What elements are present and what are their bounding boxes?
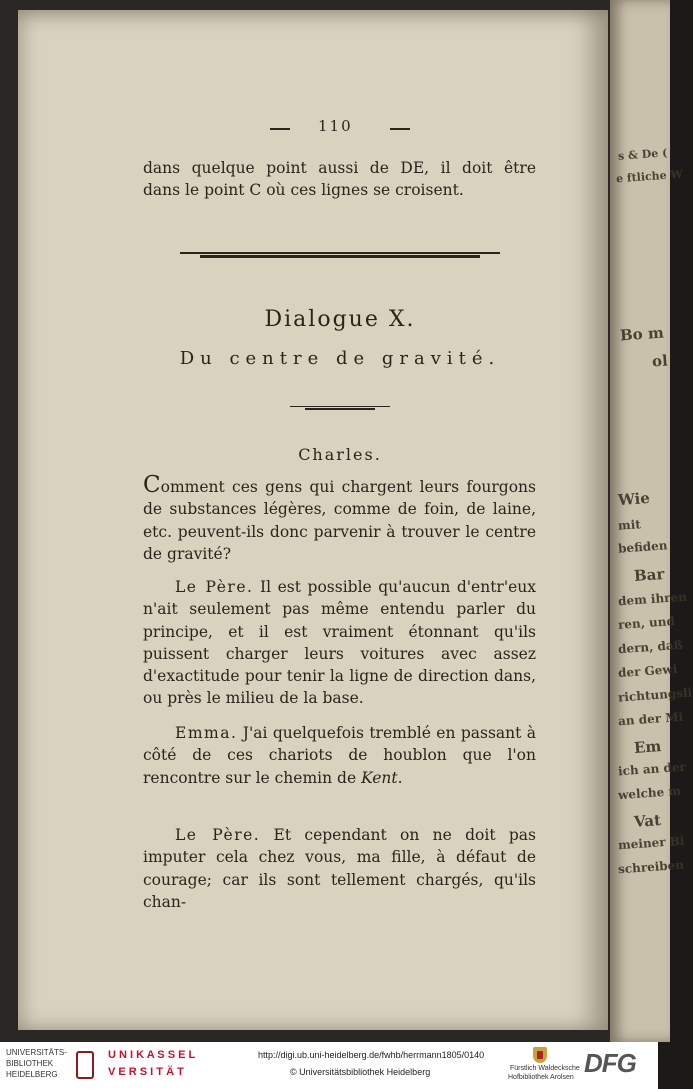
paragraph-text: omment ces gens qui chargent leurs fourgons de substances légères, comme de foin, de laine, etc. peuvent-ils donc parvenir à trouver le centre de gravité?	[143, 478, 536, 563]
kassel-bottom: V E R S I T Ä T	[108, 1066, 184, 1078]
heidelberg-emblem-icon	[76, 1051, 94, 1079]
next-page-edge: s & De ( e ftliche W Bo m ol Wie mit befiden Bar dem ihren ren, und dern, daß der Gewi richtungsli an der Mi Em ich an der welche m Vat meiner Bi schreiben	[610, 0, 670, 1042]
header-dash-right	[390, 128, 410, 130]
heidelberg-line: BIBLIOTHEK	[6, 1059, 54, 1068]
speaker-label: Charles.	[298, 445, 382, 464]
section-divider	[200, 255, 480, 258]
copyright-text: © Universitätsbibliothek Heidelberg	[290, 1067, 431, 1077]
source-url-link[interactable]: http://digi.ub.uni-heidelberg.de/fwhb/herrmann1805/0140	[258, 1050, 485, 1060]
heidelberg-line: HEIDELBERG	[6, 1070, 58, 1079]
footer-bar	[0, 1042, 658, 1089]
paragraph-text: J'ai quelquefois tremblé en passant à côté de ces chariots de houblon que l'on rencontre sur le chemin de	[143, 724, 536, 787]
paragraph-charles	[143, 474, 536, 565]
place-name: Kent	[361, 768, 398, 787]
kassel-logo	[108, 1048, 228, 1084]
punctuation: .	[397, 768, 403, 787]
dialogue-title: Dialogue X.	[264, 307, 416, 332]
ornament-rule	[290, 406, 390, 407]
text-line: dans le point C où ces lignes se croisent.	[143, 181, 464, 199]
header-dash-left	[270, 128, 290, 130]
dfg-logo: DFG	[584, 1048, 636, 1078]
paragraph-text: Et cependant on ne doit pas imputer cela chez vous, ma fille, à défaut de courage; car ils sont tellement chargés, qu'ils chan-	[143, 826, 536, 911]
heidelberg-line: UNIVERSITÄTS-	[6, 1048, 67, 1057]
arolsen-line: Hofbibliothek Arolsen	[508, 1074, 574, 1081]
page-number: 110	[318, 117, 353, 135]
arolsen-line: Fürstlich Waldecksche	[510, 1065, 580, 1072]
kassel-top: U N I K A S S E L	[108, 1049, 196, 1061]
section-divider	[180, 252, 500, 254]
ornament-rule	[305, 408, 375, 410]
paragraph-pere-2	[143, 824, 536, 913]
paragraph-pere-1	[143, 576, 536, 710]
arolsen-crest-icon	[533, 1047, 547, 1063]
drop-cap: C	[143, 472, 161, 498]
paragraph-text: Il est possible qu'aucun d'entr'eux n'ait seulement pas même entendu parler du principe, et il est vraiment étonnant qu'ils puissent charger leurs voitures avec assez d'exactitude pour tenir la ligne de direction dans, ou près le milieu de la base.	[143, 578, 536, 708]
speaker-label: Emma.	[175, 724, 238, 742]
speaker-label: Le Père.	[175, 826, 261, 844]
text-line: dans quelque point aussi de DE, il doit être	[143, 159, 536, 177]
heidelberg-logo	[6, 1048, 74, 1084]
dialogue-subtitle: Du centre de gravité.	[179, 348, 501, 369]
paragraph-emma	[143, 722, 536, 789]
speaker-label: Le Père.	[175, 578, 254, 596]
